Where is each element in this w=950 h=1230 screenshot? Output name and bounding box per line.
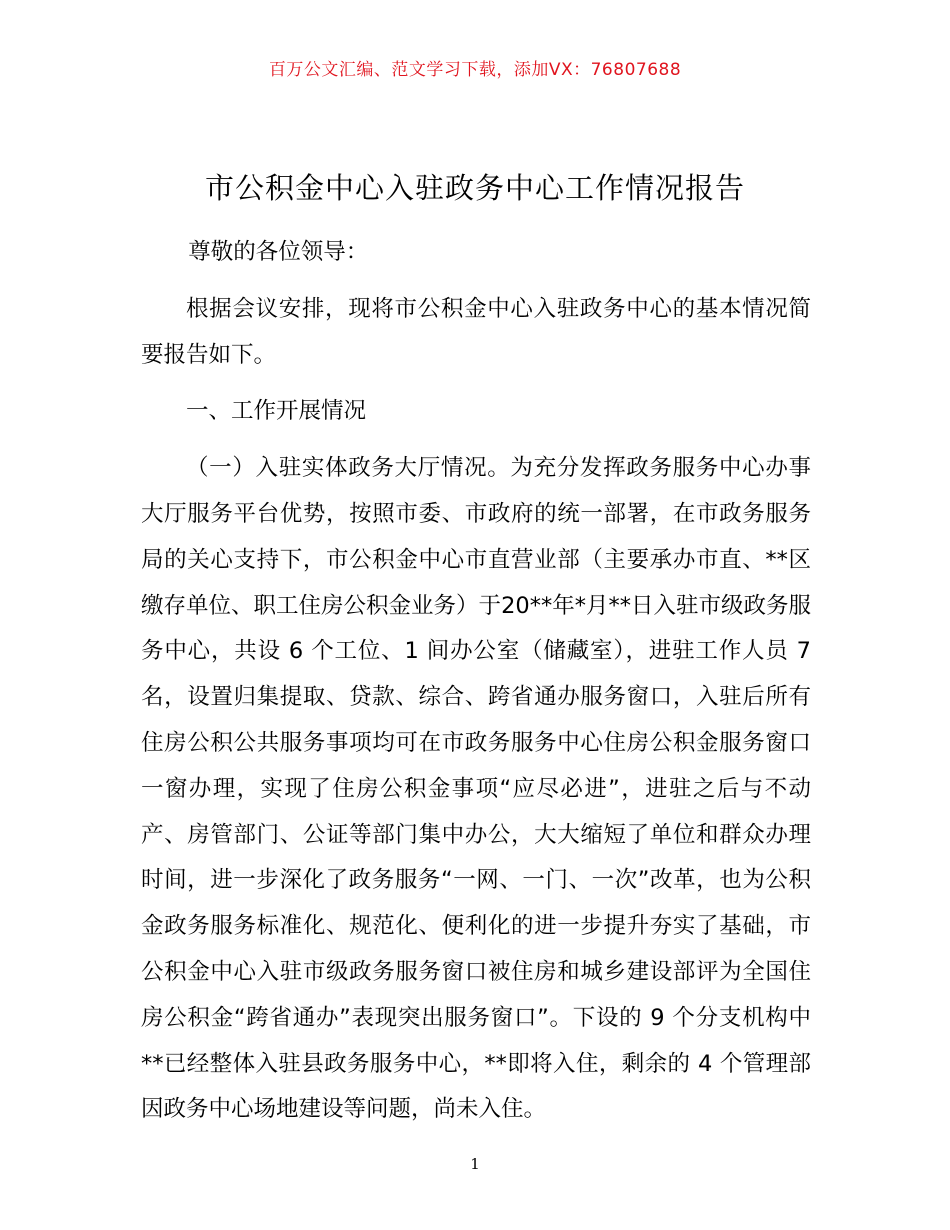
salutation: 尊敬的各位领导： xyxy=(188,239,369,265)
document-body xyxy=(141,230,811,1144)
intro-paragraph: 根据会议安排，现将市公积金中心入驻政务中心的基本情况简要报告如下。 xyxy=(141,295,811,368)
page-number: 1 xyxy=(470,1155,480,1173)
promo-banner: 百万公文汇编、范文学习下载，添加VX：76807688 xyxy=(268,60,682,80)
section-paragraph: （一）入驻实体政务大厅情况。为充分发挥政务服务中心办事大厅服务平台优势，按照市委、市政府的统一部署，在市政务服务局的关心支持下，市公积金中心市直营业部（主要承办市直、**区缴存单位、职工住房公积金业务）于20**年*月**日入驻市级政务服务中心，共设 6 个工位、1 间办公室（储藏室），进驻工作人员 7 名，设置归集提取、贷款、综合、跨省通办服务窗口，入驻后所有住房公积公共服务事项均可在市政务服务中心住房公积金服务窗口一窗办理，实现了住房公积金事项“应尽必进”，进驻之后与不动产、房管部门、公证等部门集中办公，大大缩短了单位和群众办理时间，进一步深化了政务服务“一网、一门、一次”改革，也为公积金政务服务标准化、规范化、便利化的进一步提升夯实了基础，市公积金中心入驻市级政务服务窗口被住房和城乡建设部评为全国住房公积金“跨省通办”表现突出服务窗口”。下设的 9 个分支机构中**已经整体入驻县政务服务中心，**即将入住，剩余的 4 个管理部因政务中心场地建设等问题，尚未入住。 xyxy=(141,455,811,1123)
section-heading: 一、工作开展情况 xyxy=(186,398,367,425)
document-title: 市公积金中心入驻政务中心工作情况报告 xyxy=(204,171,745,205)
